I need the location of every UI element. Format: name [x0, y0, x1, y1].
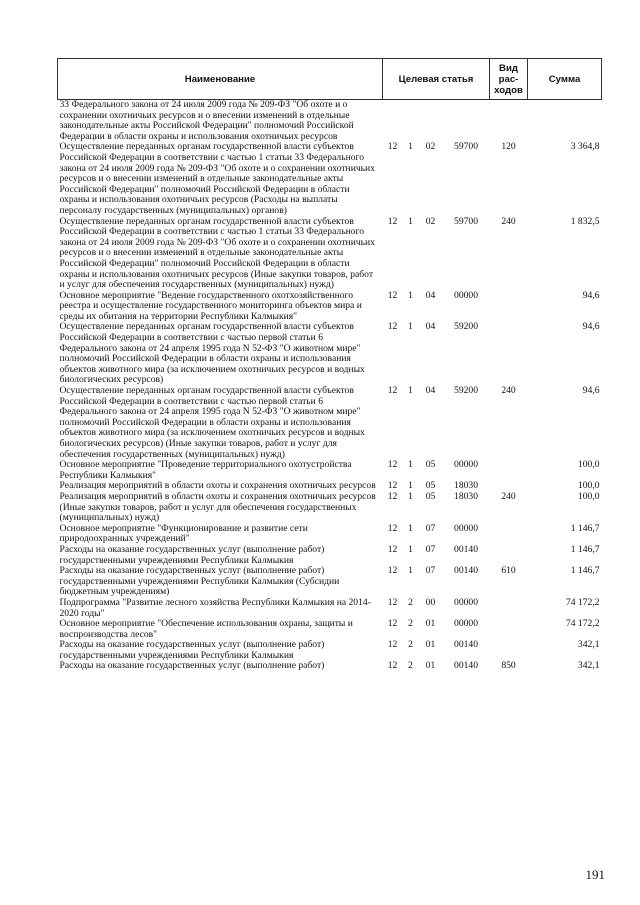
table-row [58, 217, 602, 291]
row-sum: 1 146,7 [570, 522, 600, 534]
row-code-subprogram [403, 100, 419, 143]
row-name: 33 Федерального закона от 24 июля 2009 года № 209-ФЗ "Об охоте и о сохранении охотничьих ресурсов и о внесении изменений в отдельные законодательные акты Российской Федерации" полномочий Российской Федерации в области охраны и использования охотничьих ресурсов [59, 99, 354, 142]
row-name: Осуществление переданных органам государственной власти субъектов Российской Федерации в соответствии с частью первой статьи 6 Федерального закона от 24 апреля 1995 года N 52-ФЗ "О животном мире" полномочий Российской Федерации в области охраны и использования объектов животного мира (за исключением охотничьих ресурсов и водных биологических ресурсов) [59, 321, 365, 386]
row-code-program [383, 100, 403, 143]
row-name: Подпрограмма "Развитие лесного хозяйства Республики Калмыкия на 2014-2020 годы" [59, 596, 371, 619]
row-code-event: 02 [425, 141, 436, 153]
row-code-subprogram: 2 [408, 618, 413, 630]
table-row [58, 492, 602, 524]
row-vid: 240 [501, 385, 516, 397]
row-sum: 1 832,5 [570, 215, 600, 227]
header-name: Наименование [58, 59, 383, 100]
row-name: Основное мероприятие "Ведение государственного охотхозяйственного реестра и осуществление государственного мониторинга объектов мира и среды их обитания на территории Республики Калмыкия" [59, 289, 362, 322]
table-row [58, 619, 602, 640]
row-code-subprogram: 1 [408, 289, 413, 301]
row-code-subprogram: 1 [408, 490, 413, 502]
row-code-direction: 18030 [454, 480, 478, 492]
row-code-program: 12 [387, 639, 398, 651]
table-row [58, 460, 602, 481]
row-vid: 240 [501, 215, 516, 227]
row-code-program: 12 [387, 480, 398, 492]
row-code-event [419, 100, 443, 143]
row-code-subprogram: 1 [408, 480, 413, 492]
row-code-direction: 00140 [454, 565, 478, 577]
row-vid: 120 [501, 141, 516, 153]
row-code-event: 07 [425, 543, 436, 555]
row-code-program: 12 [387, 490, 398, 502]
row-code-direction: 00000 [454, 289, 478, 301]
row-code-direction: 00140 [454, 639, 478, 651]
row-sum: 100,0 [577, 480, 600, 492]
row-code-program: 12 [387, 660, 398, 672]
row-code-program: 12 [387, 215, 398, 227]
row-code-event: 02 [425, 215, 436, 227]
row-code-subprogram: 1 [408, 215, 413, 227]
row-vid [490, 460, 528, 481]
row-code-subprogram: 1 [408, 321, 413, 333]
row-vid [490, 640, 528, 661]
row-sum: 94,6 [582, 289, 600, 301]
row-code-direction: 00000 [454, 618, 478, 630]
row-name: Основное мероприятие "Проведение территориального охотустройства Республики Калмыкия" [59, 459, 352, 481]
table-row [58, 386, 602, 460]
row-sum: 1 146,7 [570, 565, 600, 577]
row-sum: 74 172,2 [565, 596, 600, 608]
row-sum: 100,0 [577, 490, 600, 502]
row-code-direction: 00000 [454, 459, 478, 471]
row-sum [528, 100, 602, 143]
row-name: Расходы на оказание государственных услуг (выполнение работ) государственными учреждениями Республики Калмыкия [59, 543, 325, 566]
row-code-subprogram: 2 [408, 596, 413, 608]
row-code-event: 05 [425, 459, 436, 471]
row-code-program: 12 [387, 459, 398, 471]
row-vid [490, 619, 528, 640]
row-code-event: 04 [425, 321, 436, 333]
row-code-event: 07 [425, 565, 436, 577]
header-sum: Сумма [528, 59, 602, 100]
row-code-direction: 59700 [454, 215, 478, 227]
row-sum: 342,1 [577, 660, 600, 672]
row-code-subprogram: 1 [408, 385, 413, 397]
row-name: Осуществление переданных органам государственной власти субъектов Российской Федерации в соответствии с частью первой статьи 6 Федерального закона от 24 апреля 1995 года N 52-ФЗ "О животном мире" полномочий Российской Федерации в области охраны и использования объектов животного мира (за исключением охотничьих ресурсов и водных биологических ресурсов) (Иные закупки товаров, работ и услуг для обеспечения государственных (муниципальных) нужд) [59, 385, 365, 460]
row-code-event: 05 [425, 480, 436, 492]
row-code-program: 12 [387, 596, 398, 608]
table-row [58, 322, 602, 386]
row-code-event: 00 [425, 596, 436, 608]
row-code-direction: 00000 [454, 522, 478, 534]
row-code-program: 12 [387, 565, 398, 577]
row-code-program: 12 [387, 289, 398, 301]
row-name: Основное мероприятие "Обеспечение использования охраны, защиты и воспроизводства лесов" [59, 618, 353, 640]
row-code-program: 12 [387, 522, 398, 534]
table-row [58, 566, 602, 598]
row-code-subprogram: 1 [408, 459, 413, 471]
row-code-subprogram: 1 [408, 565, 413, 577]
row-sum: 94,6 [582, 385, 600, 397]
table-row [58, 100, 602, 143]
row-code-event: 01 [425, 660, 436, 672]
row-code-program: 12 [387, 543, 398, 555]
row-code-direction: 18030 [454, 490, 478, 502]
table-row [58, 142, 602, 216]
row-code-direction: 00140 [454, 543, 478, 555]
row-vid [490, 291, 528, 323]
header-row [58, 59, 602, 100]
row-code-event: 07 [425, 522, 436, 534]
row-name: Осуществление переданных органам государственной власти субъектов Российской Федерации в соответствии с частью 1 статьи 33 Федерального закона от 24 июля 2009 года № 209-ФЗ "Об охоте и о сохранении охотничьих ресурсов и о внесении изменений в отдельные законодательные акты Российской Федерации" полномочий Российской Федерации в области охраны и использования охотничьих ресурсов (Расходы на выплаты персоналу государственных (муниципальных) органов) [59, 141, 375, 216]
page-number: 191 [585, 867, 605, 882]
row-code-direction: 59700 [454, 141, 478, 153]
budget-table [57, 58, 602, 672]
row-code-program: 12 [387, 141, 398, 153]
row-vid: 850 [501, 660, 516, 672]
row-vid [490, 598, 528, 619]
row-name: Расходы на оказание государственных услуг (выполнение работ) [59, 660, 325, 672]
row-code-program: 12 [387, 618, 398, 630]
row-sum: 1 146,7 [570, 543, 600, 555]
row-code-subprogram: 1 [408, 543, 413, 555]
row-vid: 240 [501, 490, 516, 502]
table-body [58, 100, 602, 673]
row-code-event: 04 [425, 289, 436, 301]
table-row [58, 598, 602, 619]
row-code-event: 05 [425, 490, 436, 502]
row-code-event: 04 [425, 385, 436, 397]
row-name: Реализация мероприятий в области охоты и сохранения охотничьих ресурсов [59, 480, 376, 492]
row-code-subprogram: 2 [408, 660, 413, 672]
row-code-program: 12 [387, 321, 398, 333]
row-code-program: 12 [387, 385, 398, 397]
row-vid: 610 [501, 565, 516, 577]
table-row [58, 661, 602, 672]
row-sum: 100,0 [577, 459, 600, 471]
table-row [58, 524, 602, 545]
row-name: Расходы на оказание государственных услуг (выполнение работ) государственными учреждениями Республики Калмыкия (Субсидии бюджетным учреждениям) [59, 565, 340, 598]
row-sum: 94,6 [582, 321, 600, 333]
row-vid [490, 100, 528, 143]
row-sum: 3 364,8 [570, 141, 600, 153]
row-code-event: 01 [425, 639, 436, 651]
row-vid [490, 524, 528, 545]
row-code-subprogram: 1 [408, 141, 413, 153]
header-target: Целевая статья [383, 59, 490, 100]
table-row [58, 545, 602, 566]
row-name: Основное мероприятие "Функционирование и развитие сети природоохранных учреждений" [59, 522, 308, 545]
row-vid [490, 322, 528, 386]
row-name: Реализация мероприятий в области охоты и сохранения охотничьих ресурсов (Иные закупки товаров, работ и услуг для обеспечения государственных (муниципальных) нужд) [59, 490, 376, 524]
row-code-direction: 00140 [454, 660, 478, 672]
row-code-subprogram: 2 [408, 639, 413, 651]
table-row [58, 640, 602, 661]
row-vid [490, 545, 528, 566]
row-name: Осуществление переданных органам государственной власти субъектов Российской Федерации в соответствии с частью 1 статьи 33 Федерального закона от 24 июля 2009 года № 209-ФЗ "Об охоте и о сохранении охотничьих ресурсов и о внесении изменений в отдельные законодательные акты Российской Федерации" полномочий Российской Федерации в области охраны и использования охотничьих ресурсов (Иные закупки товаров, работ и услуг для обеспечения государственных (муниципальных) нужд) [59, 215, 375, 291]
row-sum: 342,1 [577, 639, 600, 651]
row-sum: 74 172,2 [565, 618, 600, 630]
row-code-subprogram: 1 [408, 522, 413, 534]
row-code-direction: 00000 [454, 596, 478, 608]
row-code-direction: 59200 [454, 321, 478, 333]
header-vid: Вид рас-ходов [490, 59, 528, 100]
row-code-direction: 59200 [454, 385, 478, 397]
row-code-event: 01 [425, 618, 436, 630]
table-row [58, 291, 602, 323]
row-code-direction [443, 100, 490, 143]
row-name: Расходы на оказание государственных услуг (выполнение работ) государственными учреждениями Республики Калмыкия [59, 639, 325, 661]
